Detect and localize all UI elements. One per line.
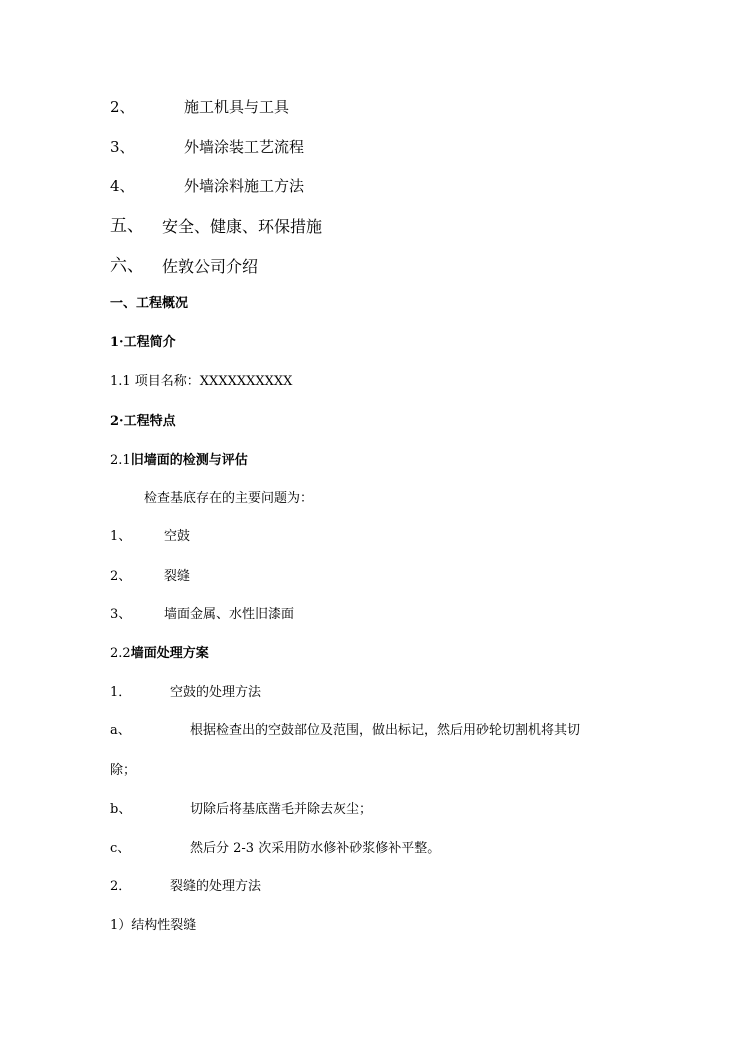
list-item bbox=[110, 569, 191, 584]
list-item-text: 空鼓 bbox=[164, 529, 191, 544]
list-item-text: 墙面金属、水性旧漆面 bbox=[164, 607, 295, 622]
toc-item bbox=[110, 216, 323, 236]
subsection-heading: 2·工程特点 bbox=[110, 414, 176, 429]
subsection-number: 2.2 bbox=[110, 646, 131, 661]
toc-item bbox=[110, 256, 259, 276]
subsection-number: 2.1 bbox=[110, 453, 131, 468]
toc-item-text: 外墙涂装工艺流程 bbox=[184, 138, 305, 156]
toc-item bbox=[110, 98, 290, 116]
list-item-number: 2、 bbox=[110, 569, 132, 584]
toc-item-number: 六、 bbox=[110, 256, 144, 276]
method-number: 2． bbox=[110, 879, 132, 894]
list-item-number: 1、 bbox=[110, 529, 132, 544]
list-item bbox=[110, 607, 295, 622]
step-continuation: 除； bbox=[110, 763, 137, 778]
step-text: 切除后将基底凿毛并除去灰尘； bbox=[190, 802, 373, 817]
subsection-heading bbox=[110, 647, 209, 660]
step-item bbox=[110, 802, 373, 817]
section-heading: 一、工程概况 bbox=[110, 296, 189, 311]
toc-item bbox=[110, 177, 305, 195]
toc-item-number: 五、 bbox=[110, 216, 144, 236]
step-letter: b、 bbox=[110, 802, 132, 817]
paragraph: 检查基底存在的主要问题为： bbox=[144, 491, 314, 506]
step-letter: c、 bbox=[110, 841, 131, 856]
list-item-text: 裂缝 bbox=[164, 569, 191, 584]
step-item bbox=[110, 723, 581, 738]
method-title: 裂缝的处理方法 bbox=[170, 879, 262, 894]
toc-item-text: 安全、健康、环保措施 bbox=[162, 217, 323, 236]
step-letter: a、 bbox=[110, 723, 131, 738]
toc-item-text: 施工机具与工具 bbox=[184, 98, 290, 116]
method-subheading: 1）结构性裂缝 bbox=[110, 918, 197, 933]
method-title: 空鼓的处理方法 bbox=[170, 685, 262, 700]
toc-item-number: 2、 bbox=[110, 98, 135, 116]
step-text: 然后分 2-3 次采用防水修补砂浆修补平整。 bbox=[190, 841, 441, 856]
method-heading bbox=[110, 685, 262, 700]
method-heading bbox=[110, 879, 262, 894]
toc-item bbox=[110, 138, 305, 156]
list-item bbox=[110, 529, 191, 544]
subsection-title: 旧墙面的检测与评估 bbox=[130, 453, 248, 468]
toc-item-number: 4、 bbox=[110, 177, 135, 195]
subsection-heading: 1·工程简介 bbox=[110, 335, 176, 350]
step-text: 根据检查出的空鼓部位及范围，做出标记，然后用砂轮切割机将其切 bbox=[190, 723, 581, 738]
toc-item-text: 外墙涂料施工方法 bbox=[184, 177, 305, 195]
method-number: 1． bbox=[110, 685, 132, 700]
subsection-heading bbox=[110, 454, 248, 467]
toc-item-number: 3、 bbox=[110, 138, 135, 156]
toc-item-text: 佐敦公司介绍 bbox=[162, 257, 259, 276]
step-item bbox=[110, 841, 441, 856]
list-item-number: 3、 bbox=[110, 607, 132, 622]
subsection-title: 墙面处理方案 bbox=[130, 646, 209, 661]
project-name-line: 1.1 项目名称：XXXXXXXXXX bbox=[110, 374, 293, 389]
